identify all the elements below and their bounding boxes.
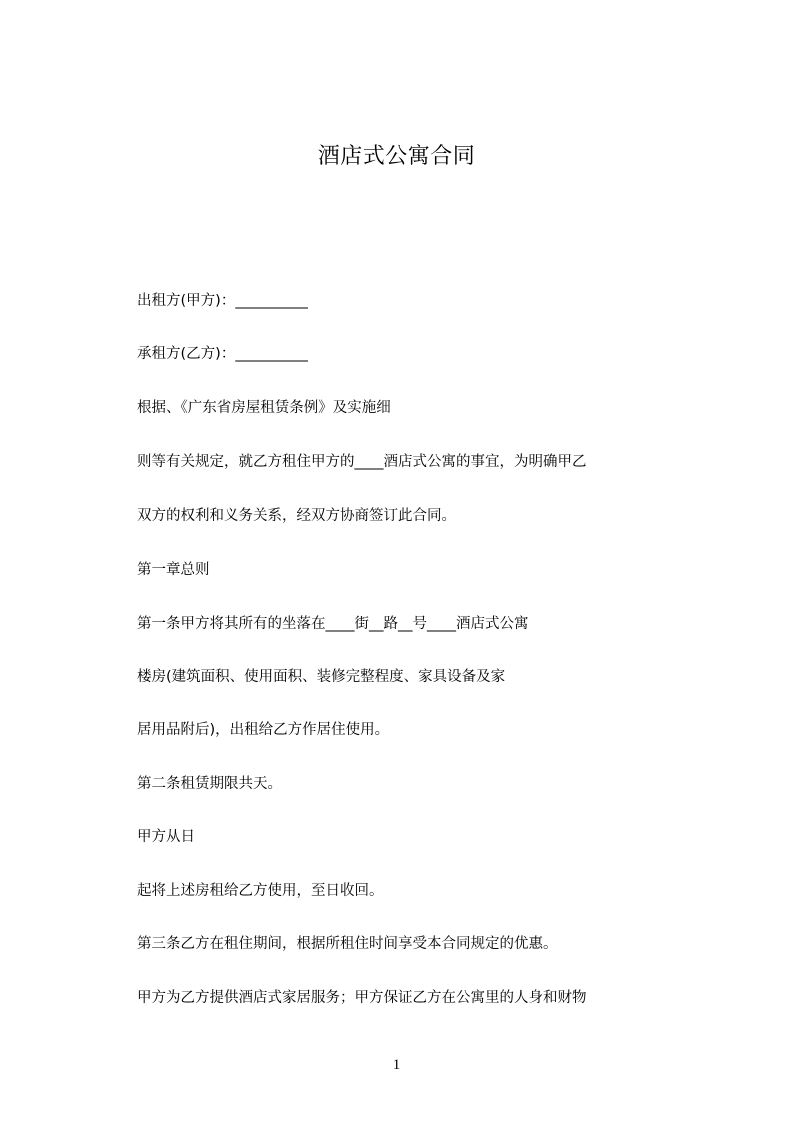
page-number: 1 bbox=[392, 1057, 401, 1073]
article-2-line-2: 甲方从日 bbox=[137, 829, 195, 845]
document-title: 酒店式公寓合同 bbox=[317, 144, 476, 169]
article-1-line-2: 楼房(建筑面积、使用面积、装修完整程度、家具设备及家 bbox=[137, 669, 506, 685]
article-1-line-3: 居用品附后)，出租给乙方作居住使用。 bbox=[137, 722, 390, 738]
chapter-heading: 第一章总则 bbox=[137, 562, 210, 578]
text-line-lessor: 出租方(甲方)：__________ bbox=[137, 293, 308, 309]
text-line-preamble-1: 根据、《广东省房屋租赁条例》及实施细 bbox=[137, 400, 391, 416]
text-line-preamble-2: 则等有关规定，就乙方租住甲方的____酒店式公寓的事宜，为明确甲乙 bbox=[137, 454, 587, 470]
text-line-preamble-3: 双方的权利和义务关系，经双方协商签订此合同。 bbox=[137, 508, 456, 524]
article-1-line-1: 第一条甲方将其所有的坐落在____街__路__号____酒店式公寓 bbox=[137, 616, 529, 632]
article-3-line-1: 第三条乙方在租住期间，根据所租住时间享受本合同规定的优惠。 bbox=[137, 936, 558, 952]
article-3-line-2: 甲方为乙方提供酒店式家居服务；甲方保证乙方在公寓里的人身和财物 bbox=[137, 990, 587, 1006]
text-line-lessee: 承租方(乙方)：__________ bbox=[137, 346, 308, 362]
article-2-line-1: 第二条租赁期限共天。 bbox=[137, 776, 282, 792]
article-2-line-3: 起将上述房租给乙方使用，至日收回。 bbox=[137, 883, 384, 899]
